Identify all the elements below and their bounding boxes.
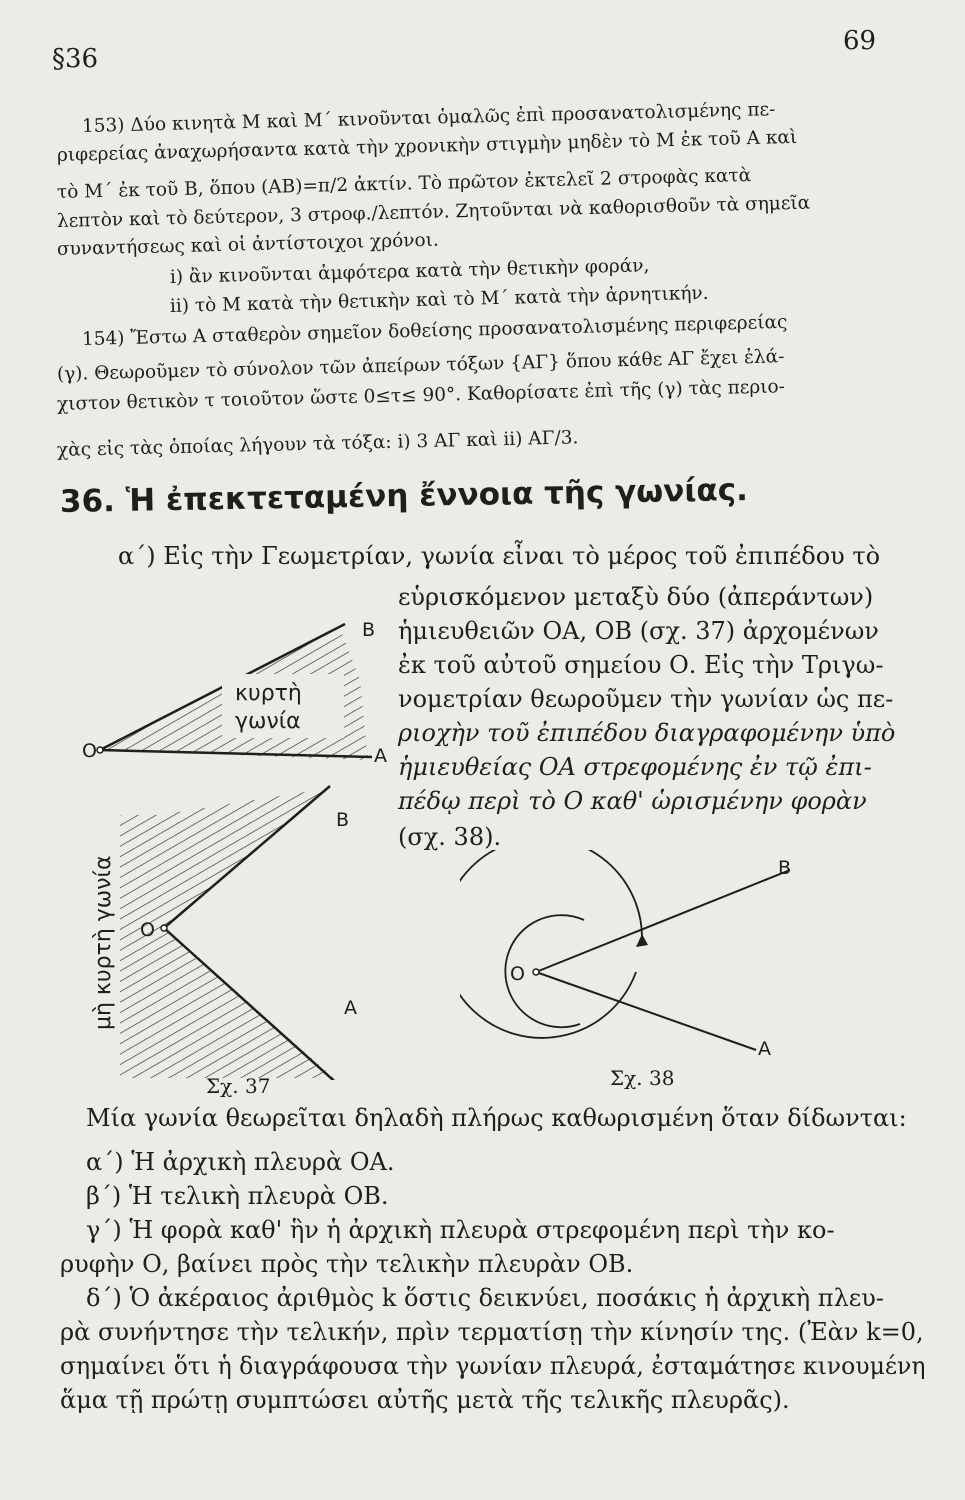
paragraph-line: ἐκ τοῦ αὐτοῦ σημείου Ο. Εἰς τὴν Τριγω- (398, 651, 884, 679)
definition-line: ἅμα τῇ πρώτῃ συμπτώσει αὐτῆς μετὰ τῆς τελικῆς πλευρᾶς). (60, 1386, 790, 1414)
vertex-point (97, 747, 103, 753)
label-B: B (778, 857, 792, 879)
page-number: 69 (843, 26, 877, 56)
paragraph-line: νομετρίαν θεωροῦμεν τὴν γωνίαν ὡς πε- (398, 685, 894, 713)
paragraph-line: εὑρισκόμενον μεταξὺ δύο (ἀπεράντων) (398, 583, 874, 611)
section-number: 36. (59, 483, 116, 520)
paragraph-line: ἡμιευθειῶν ΟΑ, ΟΒ (σχ. 37) ἀρχομένων (398, 617, 879, 645)
nonconvex-angle-label: μὴ κυρτὴ γωνία (91, 855, 116, 1030)
arrow-head (636, 934, 648, 947)
nonconvex-hatch-left (120, 815, 164, 1078)
figure-37 (60, 600, 400, 1080)
exercise-line: 154) Ἔστω Α σταθερὸν σημεῖον δοθείσης προσανατολισμένης περιφερείας (81, 311, 788, 350)
ray-OA (536, 972, 756, 1050)
convex-angle-label-word1: κυρτὴ (235, 681, 302, 706)
definition-item-b: β΄) Ἡ τελικὴ πλευρὰ ΟΒ. (86, 1182, 389, 1210)
paragraph-first-line: α΄) Εἰς τὴν Γεωμετρίαν, γωνία εἶναι τὸ μέρος τοῦ ἐπιπέδου τὸ (118, 542, 881, 570)
exercise-line: ii) τὸ Μ κατὰ τὴν θετικὴν καὶ τὸ Μ΄ κατὰ τὴν ἀρνητικήν. (169, 282, 709, 317)
vertex-point (533, 969, 539, 975)
definition-line: ρυφὴν Ο, βαίνει πρὸς τὴν τελικὴν πλευρὰν ΟΒ. (60, 1250, 634, 1278)
exercise-line: τὸ Μ΄ ἐκ τοῦ Β, ὅπου (ΑΒ)=π/2 ἀκτίν. Τὸ πρῶτον ἐκτελεῖ 2 στροφὰς κατὰ (56, 165, 752, 203)
section-heading (60, 472, 748, 520)
exercise-line: χιστον θετικὸν τ τοιοῦτον ὥστε 0≤τ≤ 90°. Καθορίσατε ἐπὶ τῆς (γ) τὰς περιο- (56, 376, 786, 415)
ray-OB (536, 870, 790, 972)
label-B: B (362, 619, 376, 641)
convex-angle-label-word2: γωνία (235, 709, 301, 734)
figure-38 (460, 850, 810, 1070)
exercise-line: συναντήσεως καὶ οἱ ἀντίστοιχοι χρόνοι. (56, 229, 440, 260)
exercise-line: i) ἂν κινοῦνται ἀμφότερα κατὰ τὴν θετικὴν φοράν, (169, 255, 650, 288)
figure-38-caption: Σχ. 38 (610, 1066, 675, 1090)
definition-line: ρὰ συνήντησε τὴν τελικήν, πρὶν τερματίσῃ τὴν κίνησίν της. (Ἐὰν k=0, (60, 1318, 924, 1346)
definition-line: σημαίνει ὅτι ἡ διαγράφουσα τὴν γωνίαν πλευρά, ἐσταμάτησε κινουμένη (60, 1352, 926, 1380)
label-A: A (374, 745, 387, 767)
paragraph-line: ἡμιευθείας ΟΑ στρεφομένης ἐν τῷ ἐπι- (398, 753, 872, 781)
definition-item-d: δ΄) Ὁ ἀκέραιος ἀριθμὸς k ὅστις δεικνύει, ποσάκις ἡ ἀρχικὴ πλευ- (86, 1284, 884, 1312)
exercise-line: χὰς εἰς τὰς ὁποίας λήγουν τὰ τόξα: i) 3 ΑΓ καὶ ii) ΑΓ/3. (56, 427, 579, 461)
figure-37-caption: Σχ. 37 (206, 1074, 271, 1098)
definition-line: Μία γωνία θεωρεῖται δηλαδὴ πλήρως καθωρισμένη ὅταν δίδωνται: (86, 1104, 907, 1132)
definition-item-a: α΄) Ἡ ἀρχικὴ πλευρὰ ΟΑ. (86, 1148, 395, 1176)
label-A: A (344, 997, 357, 1019)
definition-item-c: γ΄) Ἡ φορὰ καθ' ἣν ἡ ἀρχικὴ πλευρὰ στρεφομένη περὶ τὴν κο- (86, 1216, 835, 1244)
exercise-line: 153) Δύο κινητὰ Μ καὶ Μ΄ κινοῦνται ὁμαλῶς ἐπὶ προσανατολισμένης πε- (81, 99, 776, 137)
section-title: Ἡ ἐπεκτεταμένη ἔννοια τῆς γωνίας. (125, 471, 749, 519)
section-mark: §36 (52, 44, 99, 74)
vertex-point (161, 925, 167, 931)
exercise-line: ριφερείας ἀναχωρήσαντα κατὰ τὴν χρονικὴν στιγμὴν μηδὲν τὸ Μ ἐκ τοῦ Α καὶ (56, 126, 798, 166)
label-B: B (336, 809, 350, 831)
label-O: O (140, 919, 155, 941)
label-O: O (82, 740, 97, 762)
paragraph-line: ριοχὴν τοῦ ἐπιπέδου διαγραφομένην ὑπὸ (398, 719, 896, 747)
paragraph-line: (σχ. 38). (398, 823, 502, 851)
exercise-line: (γ). Θεωροῦμεν τὸ σύνολον τῶν ἀπείρων τόξων {ΑΓ} ὅπου κάθε ΑΓ ἔχει ἐλά- (56, 346, 785, 385)
label-O: O (510, 963, 525, 985)
rotation-arc (460, 850, 642, 1038)
exercise-line: λεπτὸν καὶ τὸ δεύτερον, 3 στροφ./λεπτόν. Ζητοῦνται νὰ καθορισθοῦν τὰ σημεῖα (56, 192, 811, 232)
label-A: A (758, 1038, 771, 1060)
paragraph-line: πέδῳ περὶ τὸ Ο καθ' ὡρισμένην φορὰν (398, 787, 867, 815)
